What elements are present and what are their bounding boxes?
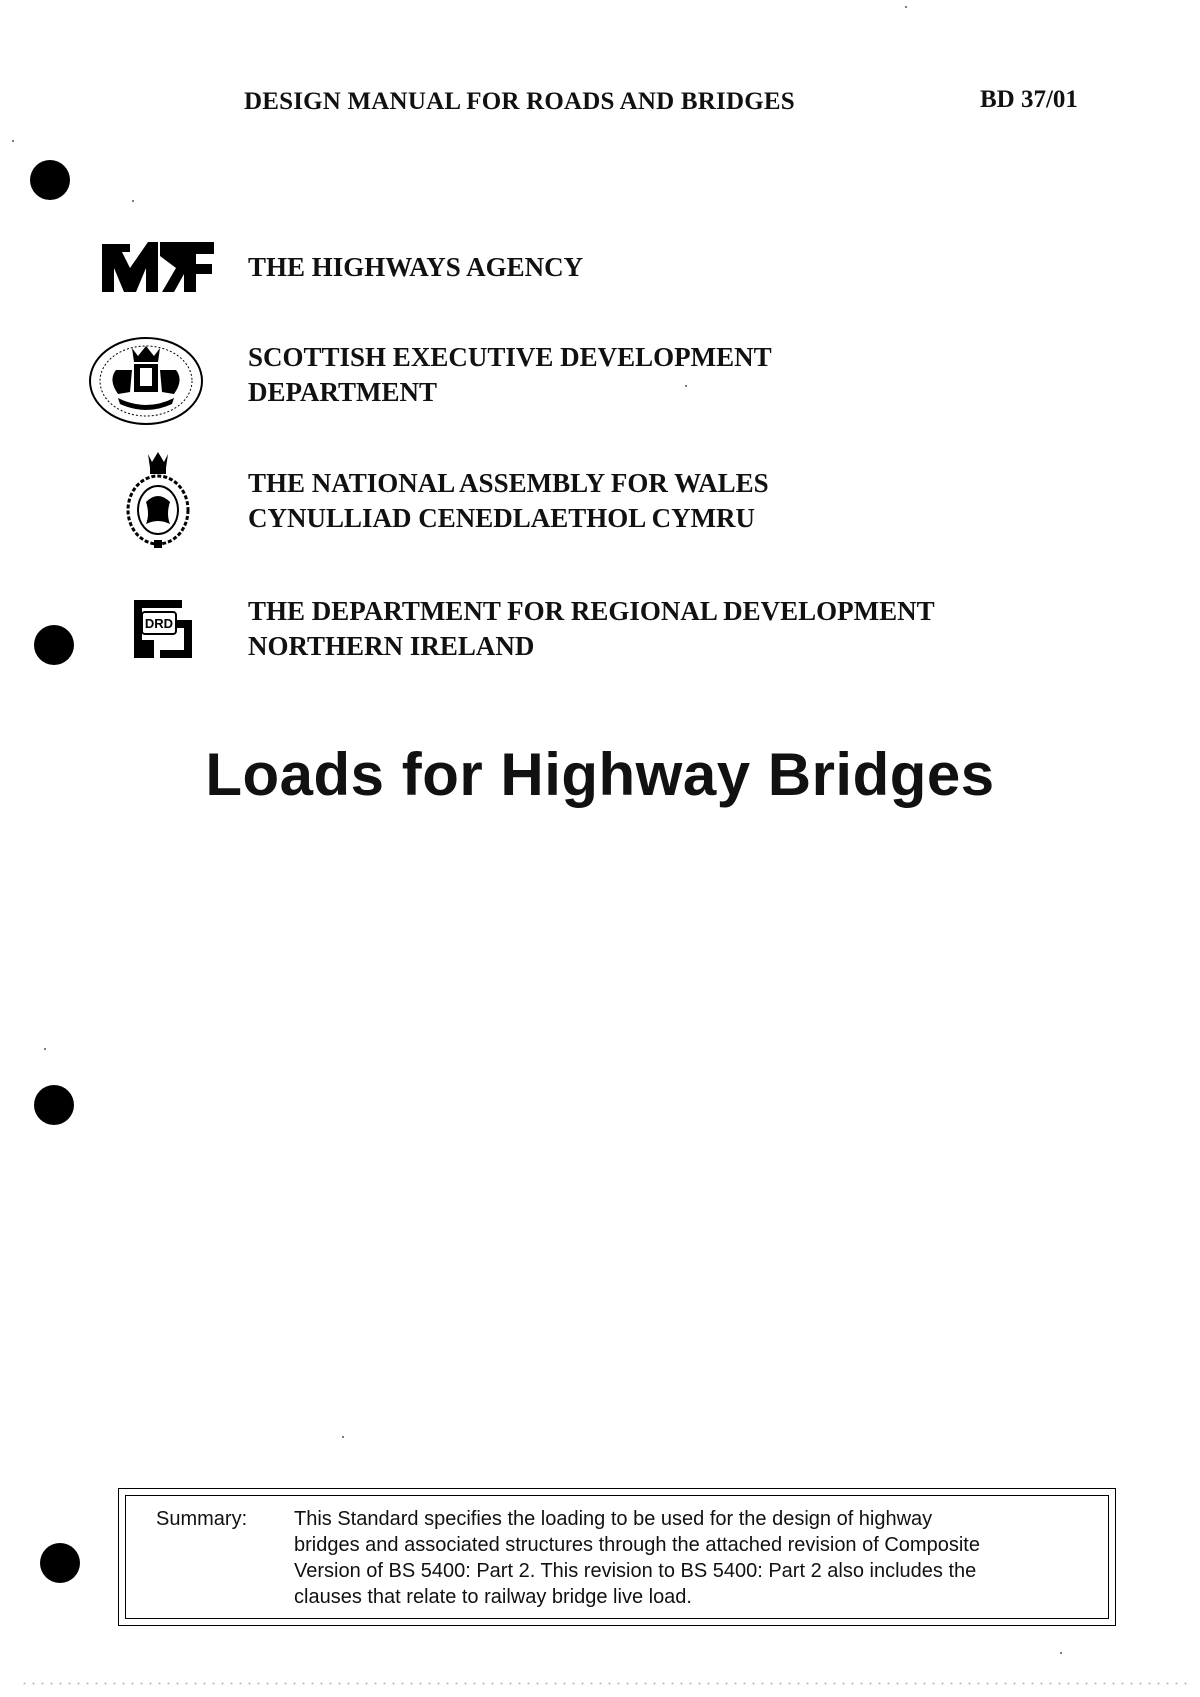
punch-hole-4 [40, 1543, 80, 1583]
royal-arms-seal-icon [88, 336, 204, 426]
summary-line: This Standard specifies the loading to be used for the design of highway [294, 1508, 933, 1530]
document-title: Loads for Highway Bridges [205, 741, 995, 808]
scan-speck [342, 1436, 344, 1438]
drd-logo-icon [132, 598, 194, 660]
punch-hole-3 [34, 1085, 74, 1125]
scan-noise [20, 1680, 1190, 1688]
document-reference: BD 37/01 [980, 86, 1078, 113]
org-line: THE NATIONAL ASSEMBLY FOR WALES [248, 468, 769, 498]
summary-line: clauses that relate to railway bridge live load. [294, 1586, 692, 1608]
org-line: THE DEPARTMENT FOR REGIONAL DEVELOPMENT [248, 596, 935, 626]
highways-agency-logo-icon [100, 238, 216, 296]
scan-speck [685, 385, 687, 387]
punch-hole-1 [30, 160, 70, 200]
summary-box-inner [125, 1495, 1109, 1619]
org-line: DEPARTMENT [248, 377, 438, 407]
summary-text [294, 1506, 1074, 1610]
summary-label: Summary: [156, 1508, 248, 1530]
scan-speck [132, 200, 134, 202]
scan-speck [44, 1048, 46, 1050]
org-line: THE HIGHWAYS AGENCY [248, 252, 584, 282]
manual-title: DESIGN MANUAL FOR ROADS AND BRIDGES [244, 88, 795, 115]
org-line: NORTHERN IRELAND [248, 631, 535, 661]
scan-speck [12, 140, 14, 142]
svg-text:DRD: DRD [144, 616, 174, 631]
org-line: SCOTTISH EXECUTIVE DEVELOPMENT [248, 342, 772, 372]
scan-speck [905, 6, 907, 8]
summary-box [118, 1488, 1116, 1626]
scan-speck [1060, 1652, 1062, 1654]
welsh-crest-icon [120, 450, 196, 550]
summary-line: bridges and associated structures through the attached revision of Composite [294, 1534, 980, 1556]
punch-hole-2 [34, 625, 74, 665]
summary-line: Version of BS 5400: Part 2. This revision to BS 5400: Part 2 also includes the [294, 1560, 977, 1582]
org-scottish-executive [248, 340, 772, 410]
org-national-assembly-wales [248, 466, 769, 536]
org-highways-agency [248, 250, 583, 285]
org-line: CYNULLIAD CENEDLAETHOL CYMRU [248, 503, 756, 533]
org-dept-regional-development [248, 594, 935, 664]
